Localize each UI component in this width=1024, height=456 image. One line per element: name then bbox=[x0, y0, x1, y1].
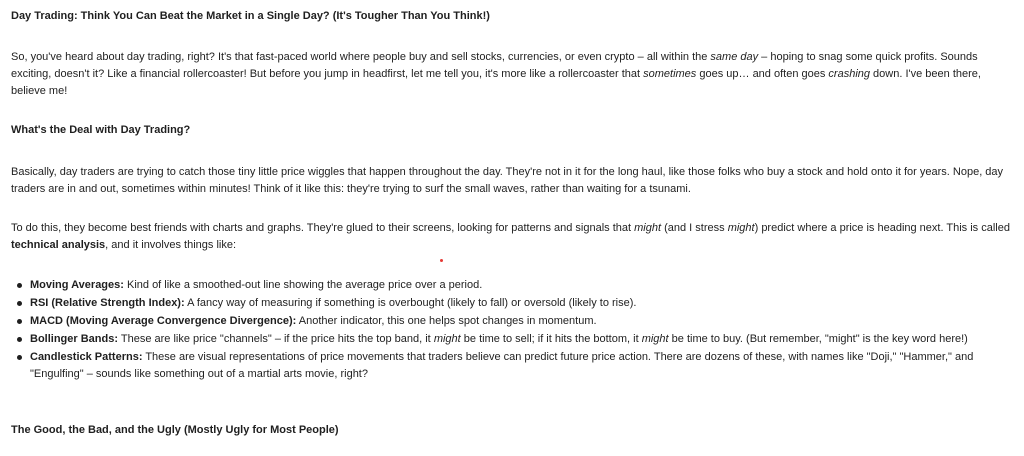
list-item-text: These are visual representations of price movements that traders believe can predict future price action. There are dozens of these, with names like "Doji," "Hammer," and "Engulfing" – sounds like something out of a martial arts movie, right? bbox=[30, 351, 974, 380]
list-item-emphasis: might bbox=[433, 333, 461, 345]
red-dot-marker bbox=[440, 259, 443, 262]
section-heading-deal: What's the Deal with Day Trading? bbox=[11, 124, 191, 136]
deal-paragraph: Basically, day traders are trying to catch those tiny little price wiggles that happen throughout the day. They're not in it for the long haul, like those folks who buy a stock and hold onto it for years. Nope, day traders are in and out, sometimes within minutes! Think of it like this: they're trying to surf the small waves, rather than waiting for a tsunami. bbox=[11, 166, 1004, 195]
list-item-term: RSI (Relative Strength Index): bbox=[30, 297, 185, 309]
list-item-text: A fancy way of measuring if something is overbought (likely to fall) or oversold (likely to rise). bbox=[184, 297, 637, 309]
list-item-moving-averages bbox=[30, 277, 1024, 294]
intro-text-4: down. I've been there, believe me! bbox=[11, 68, 981, 97]
list-item-text: These are like price "channels" – if the price hits the top band, it bbox=[118, 333, 434, 345]
ta-text-2: (and I stress bbox=[661, 222, 728, 234]
section-heading-good-bad-ugly: The Good, the Bad, and the Ugly (Mostly Ugly for Most People) bbox=[11, 424, 339, 436]
intro-text-3: goes up… and often goes bbox=[696, 68, 829, 80]
intro-paragraph bbox=[11, 49, 1011, 100]
list-item-bollinger-bands bbox=[30, 331, 1024, 348]
list-item-candlestick-patterns bbox=[30, 349, 1024, 383]
intro-emphasis-2: sometimes bbox=[643, 68, 697, 80]
list-item-emphasis: might bbox=[641, 333, 669, 345]
list-item-text: be time to sell; if it hits the bottom, it bbox=[460, 333, 642, 345]
list-item-text: Another indicator, this one helps spot changes in momentum. bbox=[296, 315, 597, 327]
intro-text-1: So, you've heard about day trading, right? It's that fast-paced world where people buy and sell stocks, currencies, or even crypto – all within the bbox=[11, 51, 711, 63]
list-item-text: Kind of like a smoothed-out line showing the average price over a period. bbox=[123, 279, 483, 291]
ta-emphasis-1: might bbox=[634, 222, 662, 234]
list-item-term: Bollinger Bands: bbox=[30, 333, 119, 345]
intro-emphasis-3: crashing bbox=[828, 68, 870, 80]
ta-bold-term: technical analysis bbox=[11, 239, 106, 251]
indicator-list bbox=[11, 277, 1024, 384]
list-item-term: Candlestick Patterns: bbox=[30, 351, 143, 363]
ta-text-1: To do this, they become best friends with charts and graphs. They're glued to their screens, looking for patterns and signals that bbox=[11, 222, 635, 234]
article-title: Day Trading: Think You Can Beat the Market in a Single Day? (It's Tougher Than You Think!) bbox=[11, 10, 490, 22]
intro-emphasis-1: same day bbox=[710, 51, 759, 63]
list-item-rsi bbox=[30, 295, 1024, 312]
ta-emphasis-2: might bbox=[727, 222, 755, 234]
list-item-macd bbox=[30, 313, 1024, 330]
list-item-term: MACD (Moving Average Convergence Divergence): bbox=[30, 315, 297, 327]
ta-text-4: , and it involves things like: bbox=[105, 239, 237, 251]
intro-text-2: – hoping to snag some quick profits. Sounds exciting, doesn't it? Like a financial rollercoaster! But before you jump in headfirst, let me tell you, it's more like a rollercoaster that bbox=[11, 51, 978, 80]
ta-text-3: ) predict where a price is heading next. This is called bbox=[754, 222, 1010, 234]
list-item-text: be time to buy. (But remember, "might" is the key word here!) bbox=[668, 333, 968, 345]
list-item-term: Moving Averages: bbox=[30, 279, 124, 291]
technical-analysis-paragraph bbox=[11, 220, 1011, 254]
